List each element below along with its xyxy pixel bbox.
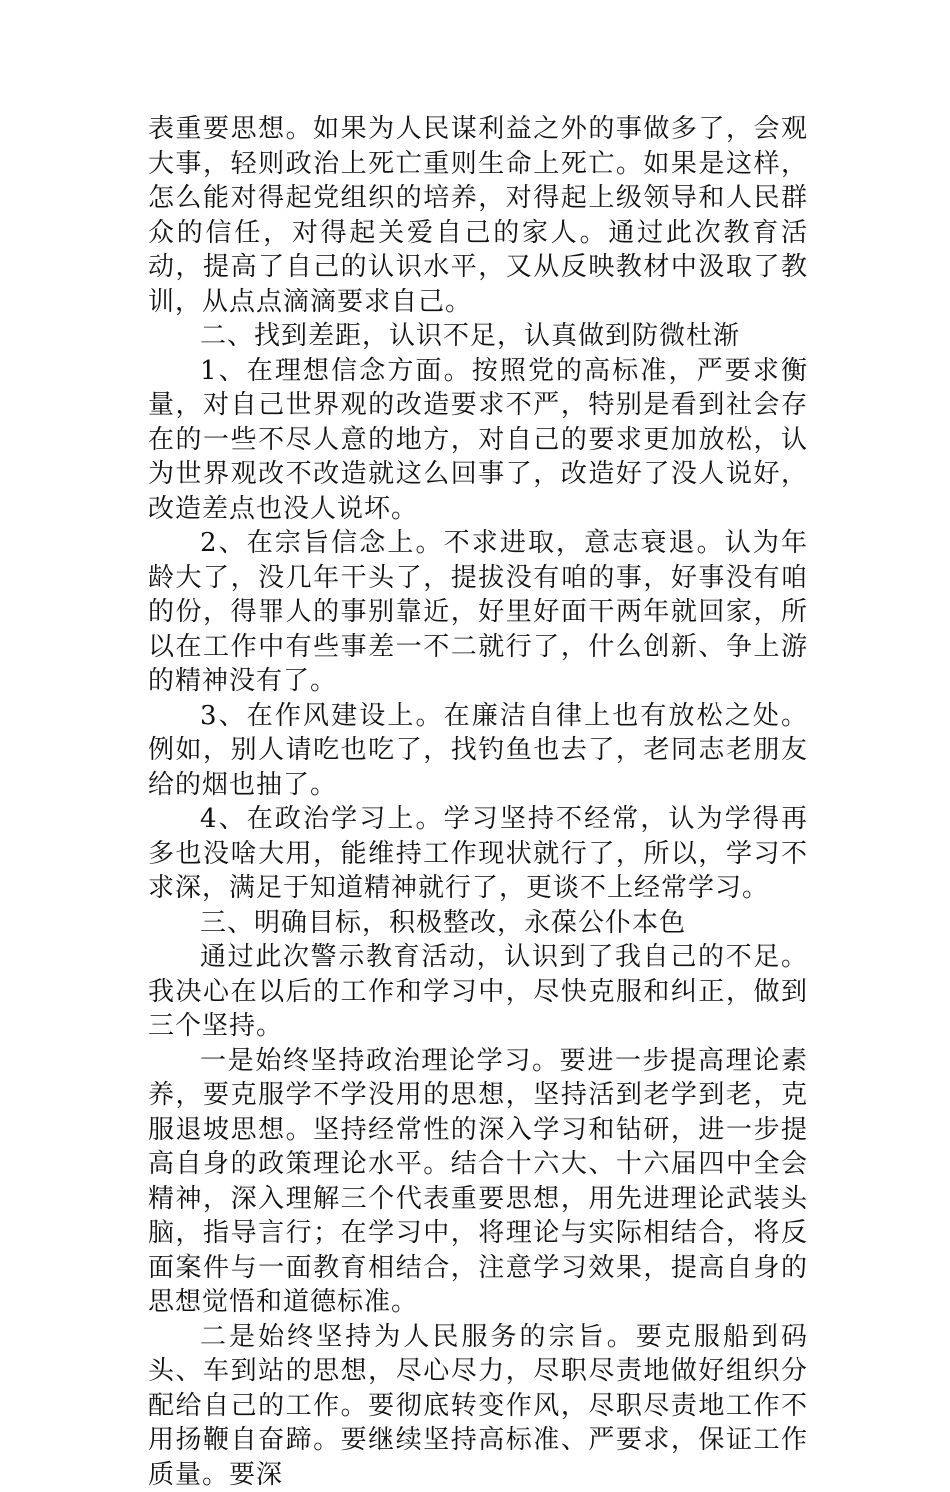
- section-heading-3: 三、明确目标，积极整改，永葆公仆本色: [148, 906, 808, 941]
- paragraph-persist-2: 二是始终坚持为人民服务的宗旨。要克服船到码头、车到站的思想，尽心尽力，尽职尽责地做好组织分配给自己的工作。要彻底转变作风，尽职尽责地工作不用扬鞭自奋蹄。要继续坚持高标准、严要求，保证工作质量。要深: [148, 1320, 808, 1492]
- paragraph-item-4: 4、在政治学习上。学习坚持不经常，认为学得再多也没啥大用，能维持工作现状就行了，所以，学习不求深，满足于知道精神就行了，更谈不上经常学习。: [148, 802, 808, 906]
- paragraph-intro: 通过此次警示教育活动，认识到了我自己的不足。我决心在以后的工作和学习中，尽快克服和纠正，做到三个坚持。: [148, 940, 808, 1044]
- paragraph-continuation: 表重要思想。如果为人民谋利益之外的事做多了，会观大事，轻则政治上死亡重则生命上死亡。如果是这样，怎么能对得起党组织的培养，对得起上级领导和人民群众的信任，对得起关爱自己的家人。通过此次教育活动，提高了自己的认识水平，又从反映教材中汲取了教训，从点点滴滴要求自己。: [148, 112, 808, 319]
- paragraph-persist-1: 一是始终坚持政治理论学习。要进一步提高理论素养，要克服学不学没用的思想，坚持活到老学到老，克服退坡思想。坚持经常性的深入学习和钻研，进一步提高自身的政策理论水平。结合十六大、十六届四中全会精神，深入理解三个代表重要思想，用先进理论武装头脑，指导言行；在学习中，将理论与实际相结合，将反面案件与一面教育相结合，注意学习效果，提高自身的思想觉悟和道德标准。: [148, 1044, 808, 1320]
- paragraph-item-1: 1、在理想信念方面。按照党的高标准，严要求衡量，对自己世界观的改造要求不严，特别是看到社会存在的一些不尽人意的地方，对自己的要求更加放松，认为世界观改不改造就这么回事了，改造好了没人说好，改造差点也没人说坏。: [148, 354, 808, 527]
- paragraph-item-2: 2、在宗旨信念上。不求进取，意志衰退。认为年龄大了，没几年干头了，提拔没有咱的事，好事没有咱的份，得罪人的事别靠近，好里好面干两年就回家，所以在工作中有些事差一不二就行了，什么创新、争上游的精神没有了。: [148, 526, 808, 699]
- section-heading-2: 二、找到差距，认识不足，认真做到防微杜渐: [148, 319, 808, 354]
- document-body: [148, 112, 808, 1492]
- paragraph-item-3: 3、在作风建设上。在廉洁自律上也有放松之处。例如，别人请吃也吃了，找钓鱼也去了，老同志老朋友给的烟也抽了。: [148, 699, 808, 803]
